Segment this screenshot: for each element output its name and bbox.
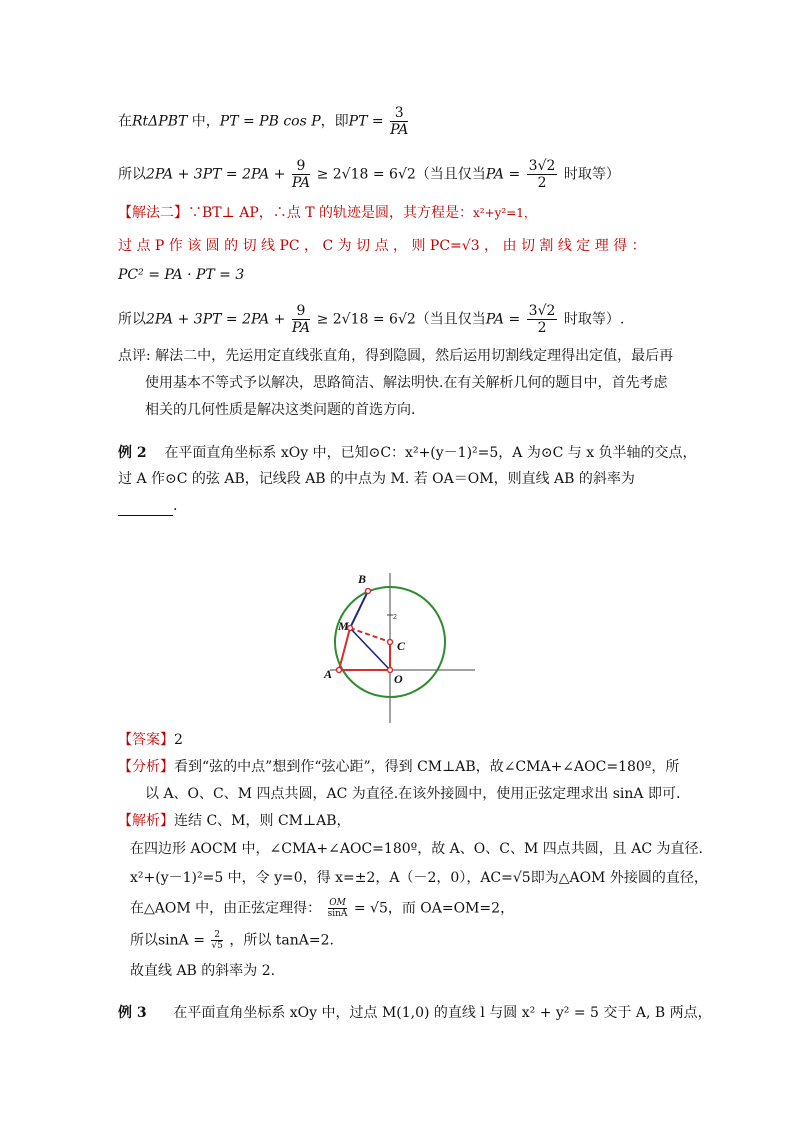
comment-line-2: 使用基本不等式予以解决，思路简洁、解法明快.在有关解析几何的题目中，首先考虑 — [145, 375, 668, 391]
text: 时取等）. — [563, 311, 625, 328]
example2-line-1 — [118, 443, 697, 463]
comment-line-3: 相关的几何性质是解决这类问题的首选方向. — [145, 402, 416, 418]
text: 所以sinA = — [130, 932, 205, 949]
analysis-line-2: 以 A、O、C、M 四点共圆，AC 为直径.在该外接圆中，使用正弦定理求出 sinA 即可. — [145, 786, 681, 802]
text: 看到“弦的中点”想到作“弦心距”，得到 CM⊥AB，故∠CMA+∠AOC=180º，所 — [174, 759, 680, 775]
math-equation: PC² = PA · PT = 3 — [118, 267, 245, 283]
math-equation: 2PA + 3PT = 2PA + — [146, 311, 286, 328]
example2-line-2: 过 A 作⊙C 的弦 AB，记线段 AB 的中点为 M. 若 OA＝OM，则直线 AB 的斜率为 — [118, 471, 635, 487]
text: 时取等） — [563, 166, 620, 183]
label-a: A — [324, 667, 333, 681]
tag: 【解析】 — [118, 813, 174, 829]
solution-line-5 — [130, 930, 334, 951]
text: （当且仅当 — [415, 311, 486, 328]
math-equation: x²+y²=1， — [473, 206, 536, 220]
text: 中， — [187, 113, 220, 130]
fraction: $\frac{9}{PA}$ — [291, 303, 311, 336]
comment-line-1: 点评: 解法二中，先运用定直线张直角，得到隐圆，然后运用切割线定理得出定值，最后再 — [118, 348, 674, 364]
solution-line-2: 在四边形 AOCM 中，∠CMA+∠AOC=180º，故 A、O、C、M 四点共圆，且 AC 为直径. — [130, 841, 703, 857]
text: 在平面直角坐标系 xOy 中，过点 M(1,0) 的直线 l 与圆 x² + y² = 5 交于 A, B 两点， — [173, 1005, 712, 1021]
text: 在平面直角坐标系 xOy 中，已知⊙C：x²+(y－1)²=5，A 为⊙C 与 x 负半轴的交点， — [164, 445, 697, 461]
example-label: 例 3 — [118, 1005, 147, 1021]
tick-label-2: 2 — [393, 614, 397, 621]
fraction: $\frac{3√2}{2}$ — [528, 158, 556, 191]
point-o — [388, 668, 393, 673]
solution-line-3: x²+(y－1)²=5 中，令 y=0，得 x=±2，A（－2，0），AC=√5即为△AOM 外接圆的直径， — [130, 870, 708, 886]
math-inequality: ≥ 2√18 = 6√2 — [316, 311, 416, 328]
example3-line-1 — [118, 1003, 712, 1023]
label-o: O — [394, 672, 403, 686]
text: 在△AOM 中，由正弦定理得： — [130, 900, 322, 917]
solution2-inequality — [118, 303, 624, 336]
example2-line-3 — [118, 496, 177, 516]
math-equation: PT = PB cos P — [219, 113, 321, 130]
analysis-line-1 — [118, 757, 679, 777]
solution2-equation — [118, 265, 244, 285]
text: 所以 — [118, 166, 146, 183]
label-b: B — [358, 572, 367, 586]
fraction: $\frac{3√2}{2}$ — [528, 303, 556, 336]
fraction: $\frac{OM}{\sin A}$ — [327, 898, 348, 919]
label-m: M — [338, 619, 349, 633]
math-equation: PT = — [348, 113, 384, 130]
answer-line — [118, 730, 183, 750]
answer-value: 2 — [174, 732, 183, 748]
tag: 【分析】 — [118, 759, 174, 775]
solution1-line-pt — [118, 105, 410, 138]
label-c: C — [397, 639, 406, 653]
text: . — [173, 498, 178, 514]
solution-line-6: 故直线 AB 的斜率为 2. — [130, 963, 276, 979]
answer-blank — [118, 501, 173, 516]
text: ，所以 tanA=2. — [229, 932, 334, 949]
solution-line-4 — [130, 898, 514, 919]
text: ∵BT⊥ AP，∴点 T 的轨迹是圆，其方程是： — [188, 205, 474, 221]
math-triangle: RtΔPBT — [132, 113, 188, 130]
text: （当且仅当 — [415, 166, 486, 183]
solution-line-1 — [118, 811, 351, 831]
example-label: 例 2 — [118, 445, 147, 461]
text: ，即 — [320, 113, 349, 130]
text: 过 点 P 作 该 圆 的 切 线 PC ， C 为 切 点 ， 则 PC=√3 ， 由 切 割 线 定 理 得 ： — [118, 238, 646, 254]
segment-am — [339, 628, 350, 670]
math-var: PA = — [485, 166, 521, 183]
tag: 【答案】 — [118, 732, 174, 748]
solution1-inequality — [118, 158, 620, 191]
text: 所以 — [118, 311, 146, 328]
fraction: $\frac{2}{√5}$ — [211, 930, 223, 951]
math-equation: 2PA + 3PT = 2PA + — [146, 166, 286, 183]
text: 连结 C、M，则 CM⊥AB， — [174, 813, 351, 829]
math-var: PA = — [485, 311, 521, 328]
fraction: $\frac{9}{PA}$ — [291, 158, 311, 191]
tag: 【解法二】 — [118, 205, 188, 221]
fraction: $\frac{3}{PA}$ — [390, 105, 409, 138]
geometry-figure — [320, 568, 480, 728]
text: 在 — [118, 113, 132, 130]
point-a — [337, 668, 342, 673]
point-b — [366, 589, 371, 594]
solution2-heading — [118, 203, 536, 223]
point-c — [388, 640, 393, 645]
solution2-line — [118, 236, 646, 256]
math-inequality: ≥ 2√18 = 6√2 — [316, 166, 416, 183]
text: = √5，而 OA=OM=2， — [353, 900, 515, 917]
